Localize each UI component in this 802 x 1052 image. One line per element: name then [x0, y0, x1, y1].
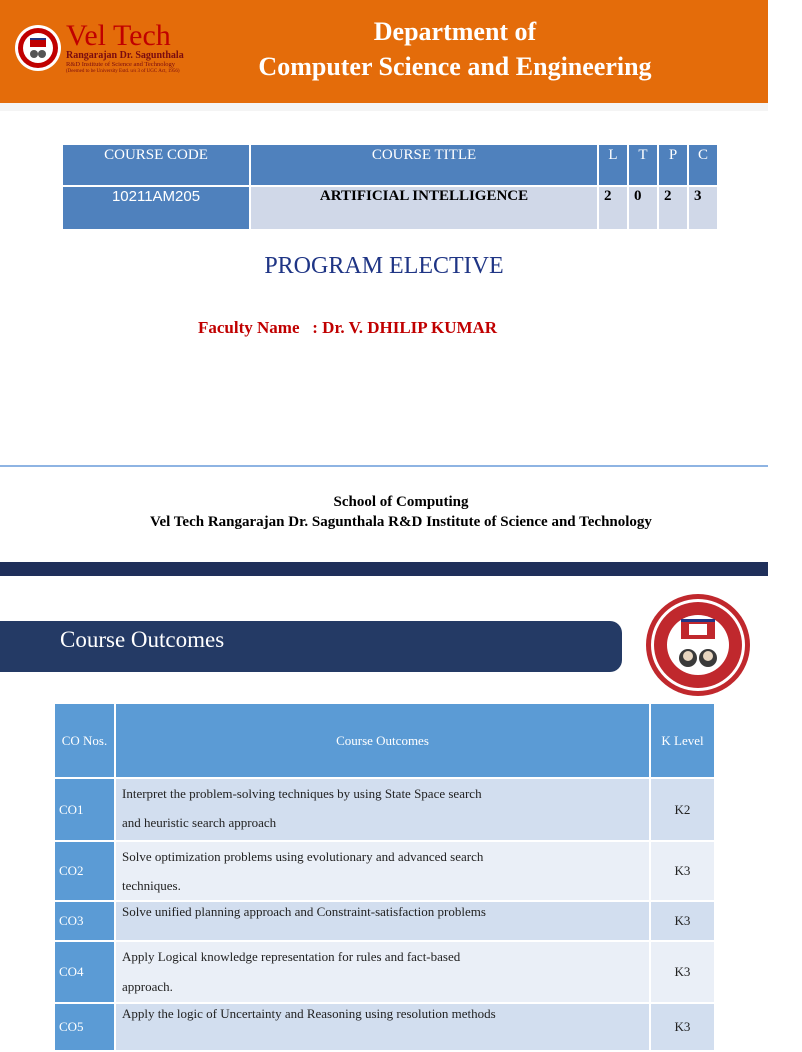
header-k-level: K Level — [650, 703, 715, 778]
department-title — [200, 14, 710, 84]
logo-subtitle-3: (Deemed to be University Estd. u/s 3 of UGC Act, 1956) — [66, 69, 180, 74]
co-text-line: Apply the logic of Uncertainty and Reasoning using resolution methods — [122, 1006, 496, 1021]
header-l: L — [598, 144, 628, 186]
university-seal-icon — [645, 593, 751, 697]
header-course-code: COURSE CODE — [62, 144, 250, 186]
institute-name: Vel Tech Rangarajan Dr. Sagunthala R&D Institute of Science and Technology — [150, 514, 652, 530]
co-number: CO2 — [54, 841, 115, 901]
co-text-line: Apply Logical knowledge representation for rules and fact-based — [122, 949, 461, 964]
header-underline — [0, 103, 768, 111]
school-name: School of Computing — [333, 494, 469, 510]
k-level: K3 — [650, 901, 715, 941]
header-t: T — [628, 144, 658, 186]
divider-line — [0, 465, 768, 467]
co-text-line: Solve unified planning approach and Constraint-satisfaction problems — [122, 904, 486, 919]
university-emblem-icon — [14, 24, 62, 72]
course-table-header — [62, 144, 718, 186]
course-table-row — [62, 186, 718, 230]
header-c: C — [688, 144, 718, 186]
department-line-2: Computer Science and Engineering — [258, 52, 652, 81]
logo-subtitle-2: R&D Institute of Science and Technology — [66, 61, 175, 68]
slide-separator-band — [0, 562, 768, 576]
table-row — [54, 778, 715, 841]
co-description — [115, 901, 650, 941]
header-course-title: COURSE TITLE — [250, 144, 598, 186]
co-text-line: Solve optimization problems using evolutionary and advanced search — [122, 849, 484, 864]
course-title: ARTIFICIAL INTELLIGENCE — [250, 186, 598, 230]
header-co-nos: CO Nos. — [54, 703, 115, 778]
co-number: CO1 — [54, 778, 115, 841]
co-text-line: techniques. — [122, 878, 181, 893]
table-row — [54, 941, 715, 1003]
k-level: K3 — [650, 941, 715, 1003]
program-type: PROGRAM ELECTIVE — [264, 253, 504, 279]
co-text-line: approach. — [122, 979, 173, 994]
table-row — [54, 1003, 715, 1051]
table-row — [54, 841, 715, 901]
co-description — [115, 841, 650, 901]
value-c: 3 — [688, 186, 718, 230]
value-t: 0 — [628, 186, 658, 230]
header-course-outcomes: Course Outcomes — [115, 703, 650, 778]
co-number: CO3 — [54, 901, 115, 941]
logo-name: Vel Tech — [66, 19, 171, 52]
course-code: 10211AM205 — [62, 186, 250, 230]
department-line-1: Department of — [373, 17, 537, 46]
course-outcomes-table — [53, 702, 716, 1052]
outcomes-header-row — [54, 703, 715, 778]
co-number: CO5 — [54, 1003, 115, 1051]
table-row — [54, 901, 715, 941]
co-text-line: Interpret the problem-solving techniques by using State Space search — [122, 786, 482, 801]
header-p: P — [658, 144, 688, 186]
co-number: CO4 — [54, 941, 115, 1003]
course-outcomes-title: Course Outcomes — [60, 627, 225, 652]
k-level: K2 — [650, 778, 715, 841]
logo-subtitle: Rangarajan Dr. Sagunthala — [66, 50, 184, 61]
school-info — [0, 492, 802, 532]
co-text-line: and heuristic search approach — [122, 815, 277, 830]
university-logo — [66, 19, 184, 75]
co-description — [115, 778, 650, 841]
value-p: 2 — [658, 186, 688, 230]
k-level: K3 — [650, 1003, 715, 1051]
k-level: K3 — [650, 841, 715, 901]
course-info-table — [61, 143, 719, 231]
faculty-name: Faculty Name : Dr. V. DHILIP KUMAR — [198, 318, 498, 337]
co-description — [115, 941, 650, 1003]
co-description — [115, 1003, 650, 1051]
value-l: 2 — [598, 186, 628, 230]
